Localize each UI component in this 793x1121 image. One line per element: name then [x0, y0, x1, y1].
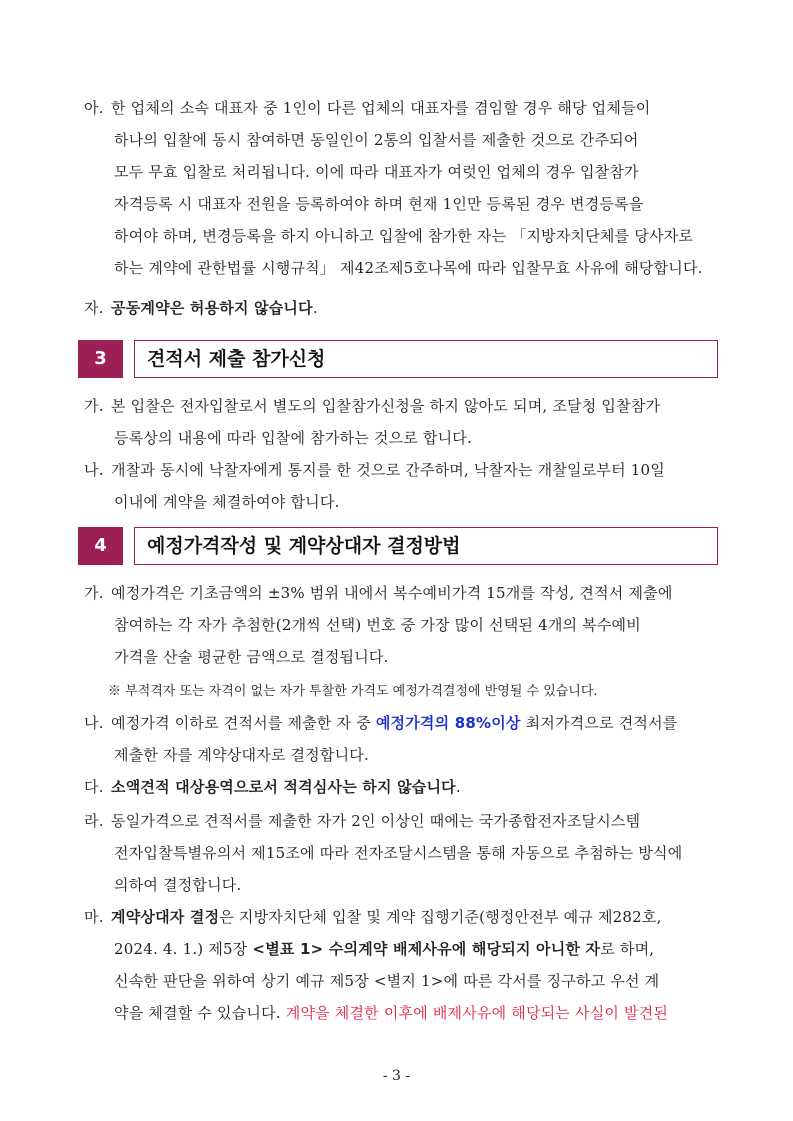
section-3-header [78, 340, 718, 378]
item-marker: 가. [84, 397, 104, 415]
section-title-box [134, 527, 718, 565]
section4-item-ra [84, 810, 724, 898]
warning-text: 계약을 체결한 이후에 배제사유에 해당되는 사실이 발견된 [285, 1004, 669, 1022]
item-marker: 나. [84, 461, 104, 479]
section4-item-da [84, 776, 724, 800]
section-title-box [134, 340, 718, 378]
section-title: 예정가격작성 및 계약상대자 결정방법 [147, 535, 461, 557]
item-a [84, 97, 724, 287]
text-line: 공동계약은 허용하지 않습니다. [111, 299, 318, 317]
footnote: ※ 부적격자 또는 자격이 없는 자가 투찰한 가격도 예정가격결정에 반영될 수 있습니다. [108, 684, 598, 699]
text-line: 동일가격으로 견적서를 제출한 자가 2인 이상인 때에는 국가종합전자조달시스템 [111, 812, 641, 830]
item-marker: 아. [84, 99, 104, 117]
text-line: 가격을 산술 평균한 금액으로 결정됩니다. [114, 648, 389, 666]
item-marker: 다. [84, 778, 104, 796]
item-marker: 자. [84, 299, 104, 317]
bold-clause: <별표 1> 수의계약 배제사유에 해당되지 아니한 자 [252, 940, 601, 958]
section-number: 4 [78, 527, 123, 565]
item-marker: 마. [84, 908, 104, 926]
section4-item-ga [84, 582, 724, 670]
text-line: 예정가격 이하로 견적서를 제출한 자 중 예정가격의 88%이상 최저가격으로 견적서를 [111, 714, 678, 732]
text-line: 약을 체결할 수 있습니다. 계약을 체결한 이후에 배제사유에 해당되는 사실이 발견된 [114, 1004, 669, 1022]
text-line: 제출한 자를 계약상대자로 결정합니다. [114, 746, 369, 764]
section-title: 견적서 제출 참가신청 [147, 348, 326, 370]
section4-item-ma [84, 906, 724, 1026]
text-line: 개찰과 동시에 낙찰자에게 통지를 한 것으로 간주하며, 낙찰자는 개찰일로부터 10일 [111, 461, 665, 479]
bold-term: 계약상대자 결정 [111, 908, 220, 926]
section4-item-na [84, 712, 724, 768]
section3-item-na [84, 459, 724, 515]
text-line: 등록상의 내용에 따라 입찰에 참가하는 것으로 합니다. [114, 429, 472, 447]
text-line: 한 업체의 소속 대표자 중 1인이 다른 업체의 대표자를 겸임할 경우 해당 업체들이 [111, 99, 651, 117]
text-line: 2024. 4. 1.) 제5장 <별표 1> 수의계약 배제사유에 해당되지 아니한 자로 하며, [114, 940, 655, 958]
text-line: 예정가격은 기초금액의 ±3% 범위 내에서 복수예비가격 15개를 작성, 견적서 제출에 [111, 584, 673, 602]
text-line: 계약상대자 결정은 지방자치단체 입찰 및 계약 집행기준(행정안전부 예규 제282호, [111, 908, 662, 926]
text-line: 자격등록 시 대표자 전원을 등록하여야 하며 현재 1인만 등록된 경우 변경등록을 [114, 195, 644, 213]
text-line: 하는 계약에 관한법률 시행규칙」 제42조제5호나목에 따라 입찰무효 사유에 해당합니다. [114, 259, 703, 277]
text-line: 이내에 계약을 체결하여야 합니다. [114, 493, 340, 511]
page-number: - 3 - [382, 1068, 411, 1084]
section-4-header [78, 527, 718, 565]
section-number: 3 [78, 340, 123, 378]
item-marker: 가. [84, 584, 104, 602]
highlight-threshold: 예정가격의 88%이상 [375, 714, 521, 732]
item-marker: 나. [84, 714, 104, 732]
text-line: 참여하는 각 자가 추첨한(2개씩 선택) 번호 중 가장 많이 선택된 4개의 복수예비 [114, 616, 641, 634]
text-line: 본 입찰은 전자입찰로서 별도의 입찰참가신청을 하지 않아도 되며, 조달청 입찰참가 [111, 397, 661, 415]
bold-statement: 공동계약은 허용하지 않습니다 [111, 299, 313, 317]
text-line: 하여야 하며, 변경등록을 하지 아니하고 입찰에 참가한 자는 「지방자치단체를 당사자로 [114, 227, 694, 245]
text-line: 의하여 결정합니다. [114, 876, 242, 894]
bold-statement: 소액견적 대상용역으로서 적격심사는 하지 않습니다 [111, 778, 456, 796]
text-line: 신속한 판단을 위하여 상기 예규 제5장 <별지 1>에 따른 각서를 징구하고 우선 계 [114, 972, 660, 990]
section3-item-ga [84, 395, 724, 451]
text-line: 소액견적 대상용역으로서 적격심사는 하지 않습니다. [111, 778, 461, 796]
text-line: 모두 무효 입찰로 처리됩니다. 이에 따라 대표자가 여럿인 업체의 경우 입찰참가 [114, 163, 639, 181]
text-line: 하나의 입찰에 동시 참여하면 동일인이 2통의 입찰서를 제출한 것으로 간주되어 [114, 131, 639, 149]
item-ja [84, 297, 724, 321]
item-marker: 라. [84, 812, 104, 830]
text-line: 전자입찰특별유의서 제15조에 따라 전자조달시스템을 통해 자동으로 추첨하는 방식에 [114, 844, 683, 862]
